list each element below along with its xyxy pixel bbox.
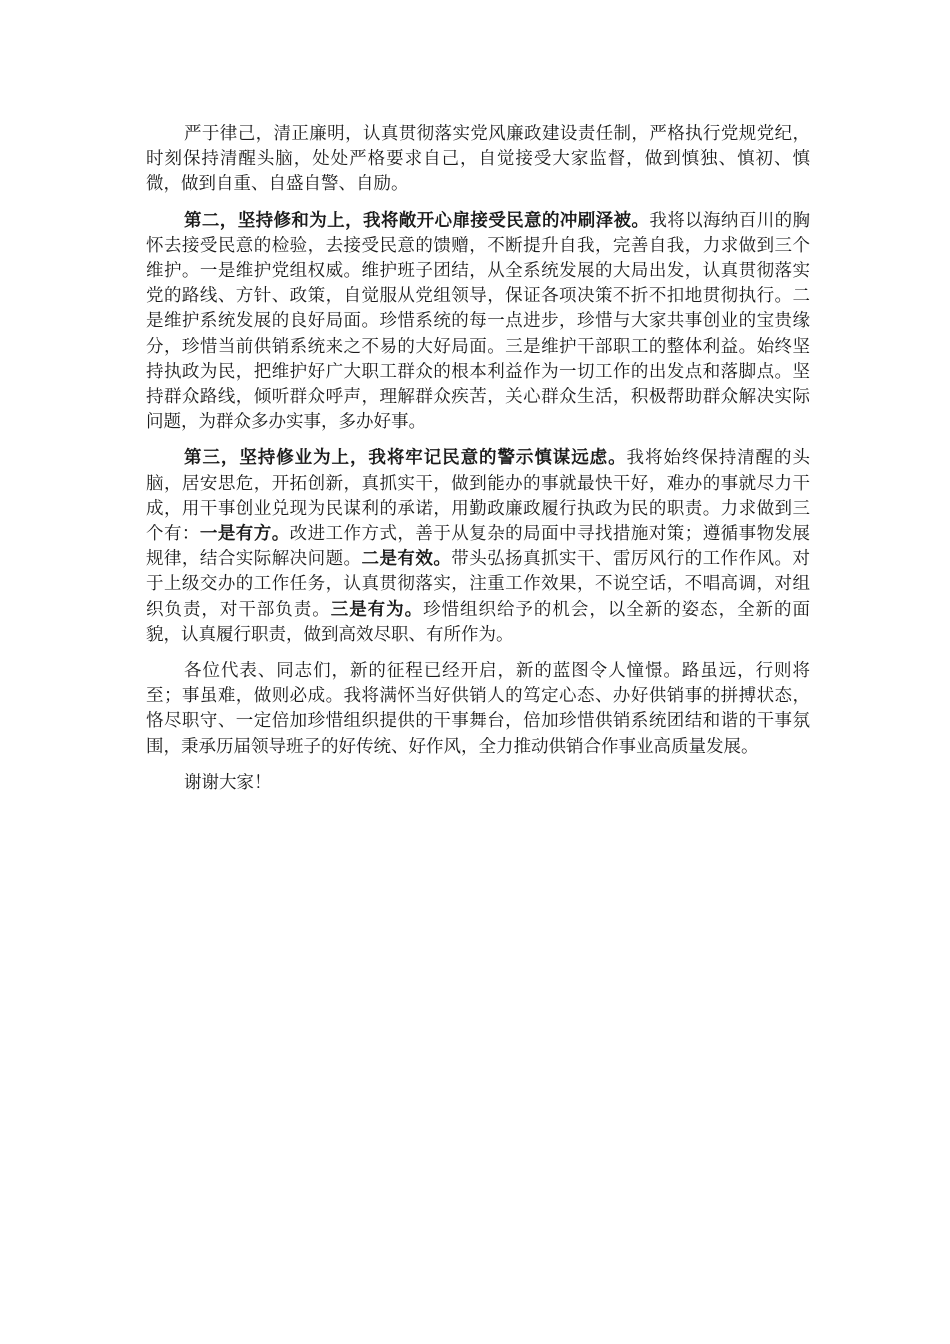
paragraph-second-point xyxy=(146,209,810,436)
inline-bold-item-3: 三是有为。 xyxy=(330,599,424,620)
paragraph-text: 谢谢大家！ xyxy=(184,772,272,793)
paragraph-text: 严于律己，清正廉明，认真贯彻落实党风廉政建设责任制，严格执行党规党纪，时刻保持清醒头脑，处处严格要求自己，自觉接受大家监督，做到慎独、慎初、慎微，做到自重、自盛自警、自励。 xyxy=(146,124,810,195)
paragraph-text: 各位代表、同志们，新的征程已经开启，新的蓝图令人憧憬。路虽远，行则将至；事虽难，做则必成。我将满怀当好供销人的笃定心态、办好供销事的拼搏状态，恪尽职守、一定倍加珍惜组织提供的干事舞台，倍加珍惜供销系统团结和谐的干事氛围，秉承历届领导班子的好传统、好作风，全力推动供销合作事业高质量发展。 xyxy=(146,661,810,757)
inline-bold-item-1: 一是有方。 xyxy=(199,524,290,545)
paragraph-text: 改进工作方式，善于从复杂的局面中寻找措施对策；遵循事物发展规律，结合实际解决问题。 xyxy=(146,524,811,570)
paragraph-text: 我将以海纳百川的胸怀去接受民意的检验，去接受民意的馈赠，不断提升自我，完善自我，力求做到三个维护。一是维护党组权威。维护班子团结，从全系统发展的大局出发，认真贯彻落实党的路线、方针、政策，自觉服从党组领导，保证各项决策不折不扣地贯彻执行。二是维护系统发展的良好局面。珍惜系统的每一点进步，珍惜与大家共事创业的宝贵缘分，珍惜当前供销系统来之不易的大好局面。三是维护干部职工的整体利益。始终坚持执政为民，把维护好广大职工群众的根本利益作为一切工作的出发点和落脚点。坚持群众路线，倾听群众呼声，理解群众疾苦，关心群众生活，积极帮助群众解决实际问题，为群众多办实事，多办好事。 xyxy=(146,210,811,433)
document-body xyxy=(146,122,810,807)
inline-bold-item-2: 二是有效。 xyxy=(361,549,452,570)
paragraph-self-discipline xyxy=(146,122,810,198)
paragraph-text: 珍惜组织给予的机会，以全新的姿态，全新的面貌，认真履行职责，做到高效尽职、有所作为。 xyxy=(146,599,811,645)
paragraph-third-point xyxy=(146,446,810,648)
paragraph-thanks xyxy=(146,771,810,796)
paragraph-text: 我将始终保持清醒的头脑，居安思危，开拓创新，真抓实干，做到能办的事就最快干好，难办的事就尽力干成，用干事创业兑现为民谋利的承诺，用勤政廉政履行执政为民的职责。力求做到三个有： xyxy=(146,448,811,545)
paragraph-heading-bold: 第三，坚持修业为上，我将牢记民意的警示慎谋远虑。 xyxy=(184,448,627,469)
paragraph-closing-statement xyxy=(146,659,810,760)
paragraph-heading-bold: 第二，坚持修和为上，我将敞开心扉接受民意的冲刷泽被。 xyxy=(184,210,650,231)
paragraph-text: 带头弘扬真抓实干、雷厉风行的工作作风。对于上级交办的工作任务，认真贯彻落实，注重工作效果，不说空话，不唱高调，对组织负责，对干部负责。 xyxy=(146,549,811,620)
